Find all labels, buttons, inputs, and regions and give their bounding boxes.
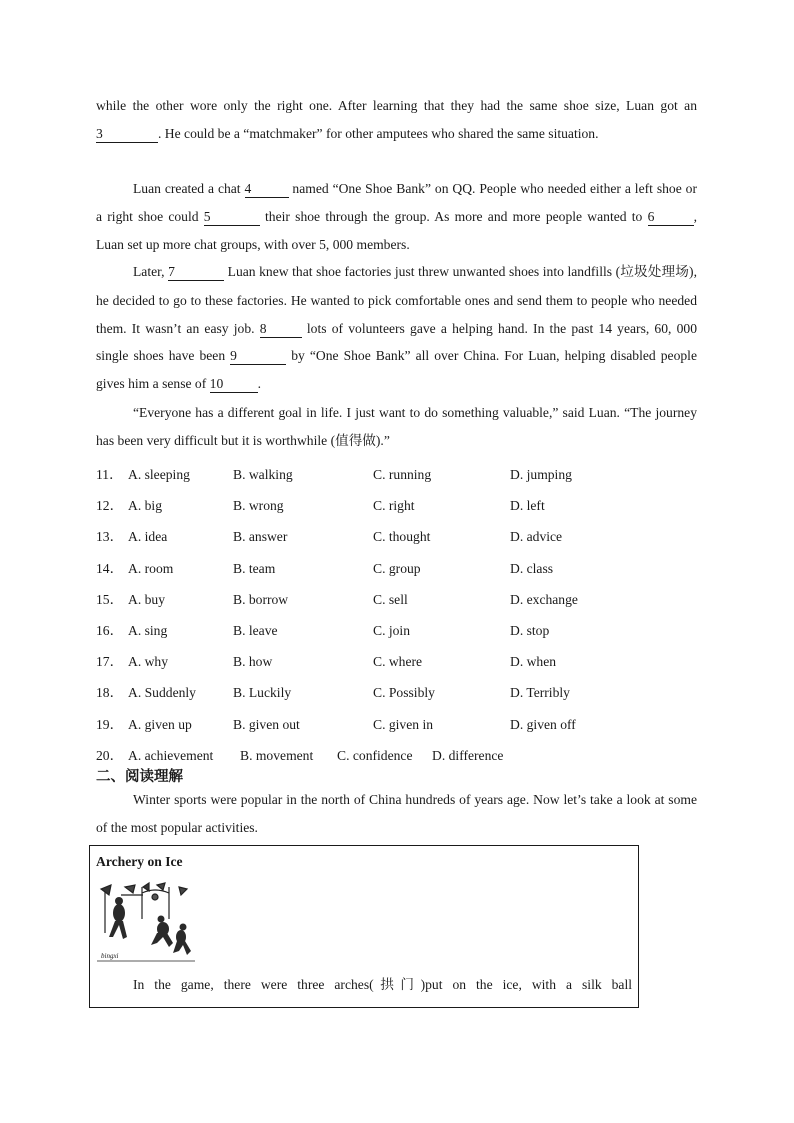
question-18-options: [96, 677, 716, 708]
archery-on-ice-box: [89, 845, 639, 1008]
text-span: named “One Shoe Bank” on QQ. People who needed either a left shoe or a right shoe could: [96, 181, 697, 224]
option-b: B. wrong: [233, 498, 284, 514]
option-a: A. sing: [128, 622, 168, 638]
option-c: C. confidence: [337, 747, 413, 763]
option-d: D. Terribly: [510, 685, 570, 701]
blank-7: 7: [168, 264, 224, 281]
question-20-options: [96, 740, 716, 771]
question-11-options: [96, 459, 716, 490]
question-12-options: [96, 490, 716, 521]
question-13-options: [96, 521, 716, 552]
question-number: 11．: [96, 467, 123, 482]
box-text: [96, 971, 632, 999]
question-number: 20．: [96, 747, 124, 763]
question-number: 19．: [96, 716, 124, 732]
blank-10: 10: [210, 376, 258, 393]
passage-paragraph-2: [96, 175, 697, 258]
option-c: C. Possibly: [373, 685, 435, 701]
option-d: D. class: [510, 560, 554, 576]
option-d: D. when: [510, 654, 557, 670]
text-span: In the game, there were three arches(: [133, 977, 374, 992]
text-span: “Everyone has a different goal in life. I just want to do something valuable,” said Luan. “The journey has been very difficult but it is worthwhile (: [96, 405, 697, 448]
option-b: B. given out: [233, 716, 300, 732]
text-span: , Luan set up more chat groups, with over 5, 000 members.: [96, 208, 697, 252]
question-number: 15．: [96, 591, 124, 607]
option-b: B. how: [233, 654, 273, 670]
text-span: by “One Shoe Bank” all over China. For Luan, helping disabled people gives him a sense of: [96, 348, 697, 392]
option-a: A. given up: [128, 716, 192, 732]
option-c: C. running: [373, 467, 432, 482]
question-number: 17．: [96, 654, 124, 670]
question-number: 13．: [96, 529, 124, 545]
option-d: D. stop: [510, 622, 550, 638]
option-d: D. exchange: [510, 591, 578, 607]
option-a: A. sleeping: [128, 467, 190, 482]
blank-9: 9: [230, 348, 286, 365]
option-c: C. group: [373, 560, 421, 576]
question-16-options: [96, 615, 716, 646]
option-a: A. idea: [128, 529, 168, 545]
question-17-options: [96, 646, 716, 677]
text-span: Luan knew that shoe factories just threw unwanted shoes into landfills (: [224, 264, 621, 279]
option-b: B. leave: [233, 622, 278, 638]
passage-paragraph-3: [96, 258, 697, 398]
option-b: B. borrow: [233, 591, 289, 607]
option-a: A. achievement: [128, 747, 214, 763]
option-b: B. answer: [233, 529, 288, 545]
option-c: C. sell: [373, 591, 408, 607]
option-a: A. why: [128, 654, 169, 670]
reading-intro: Winter sports were popular in the north of China hundreds of years age. Now let’s take a look at some of the most popular activities.: [96, 792, 697, 835]
text-span: ), he decided to go to these factories. He wanted to pick comfortable ones and send them to people who needed them. It wasn’t an easy job.: [96, 264, 697, 336]
option-c: C. thought: [373, 529, 431, 545]
chinese-gloss: 值得做: [335, 432, 376, 449]
text-span: their shoe through the group. As more and more people wanted to: [259, 208, 648, 224]
blank-5: 5: [204, 209, 260, 226]
section-heading-reading: 二、阅读理解: [96, 769, 183, 785]
text-span: while the other wore only the right one. After learning that they had the same shoe size, Luan got an: [96, 98, 697, 113]
option-d: D. left: [510, 498, 545, 514]
question-number: 12．: [96, 498, 124, 514]
option-a: A. big: [128, 498, 162, 514]
blank-4: 4: [245, 181, 289, 198]
option-c: C. given in: [373, 716, 434, 732]
option-d: D. advice: [510, 529, 563, 545]
option-a: A. Suddenly: [128, 685, 196, 701]
blank-8: 8: [260, 321, 302, 338]
answer-options-list: [96, 459, 716, 771]
chinese-gloss: 垃圾处理场: [620, 264, 690, 280]
archery-illustration: [97, 881, 197, 966]
passage-paragraph-1: [96, 92, 697, 148]
question-number: 16．: [96, 622, 124, 638]
option-d: D. difference: [432, 747, 504, 763]
option-b: B. walking: [233, 467, 293, 482]
option-c: C. join: [373, 622, 411, 638]
blank-6: 6: [648, 209, 694, 226]
question-19-options: [96, 709, 716, 740]
blank-3: 3: [96, 126, 158, 143]
option-a: A. room: [128, 560, 174, 576]
text-span: ).”: [375, 432, 390, 448]
box-title: Archery on Ice: [96, 854, 183, 869]
question-14-options: [96, 553, 716, 584]
question-number: 14．: [96, 560, 124, 576]
question-number: 18．: [96, 685, 124, 701]
option-b: B. Luckily: [233, 685, 292, 701]
option-b: B. movement: [240, 747, 314, 763]
image-caption: bingxi: [101, 952, 119, 960]
option-d: D. jumping: [510, 467, 572, 482]
text-span: Later,: [133, 264, 169, 279]
option-a: A. buy: [128, 591, 166, 607]
text-span: .: [257, 376, 262, 392]
text-span: )put on the ice, with a silk ball: [420, 977, 633, 992]
chinese-gloss: 拱门: [373, 977, 421, 993]
question-15-options: [96, 584, 716, 615]
option-c: C. right: [373, 498, 415, 514]
text-span: . He could be a “matchmaker” for other amputees who shared the same situation.: [158, 125, 599, 141]
text-span: Luan created a chat: [133, 181, 245, 196]
option-d: D. given off: [510, 716, 576, 732]
option-c: C. where: [373, 654, 423, 670]
text-span: lots of volunteers gave a helping hand. In the past 14 years, 60, 000 single shoes have been: [96, 320, 697, 364]
passage-paragraph-4: [96, 399, 697, 456]
option-b: B. team: [233, 560, 276, 576]
